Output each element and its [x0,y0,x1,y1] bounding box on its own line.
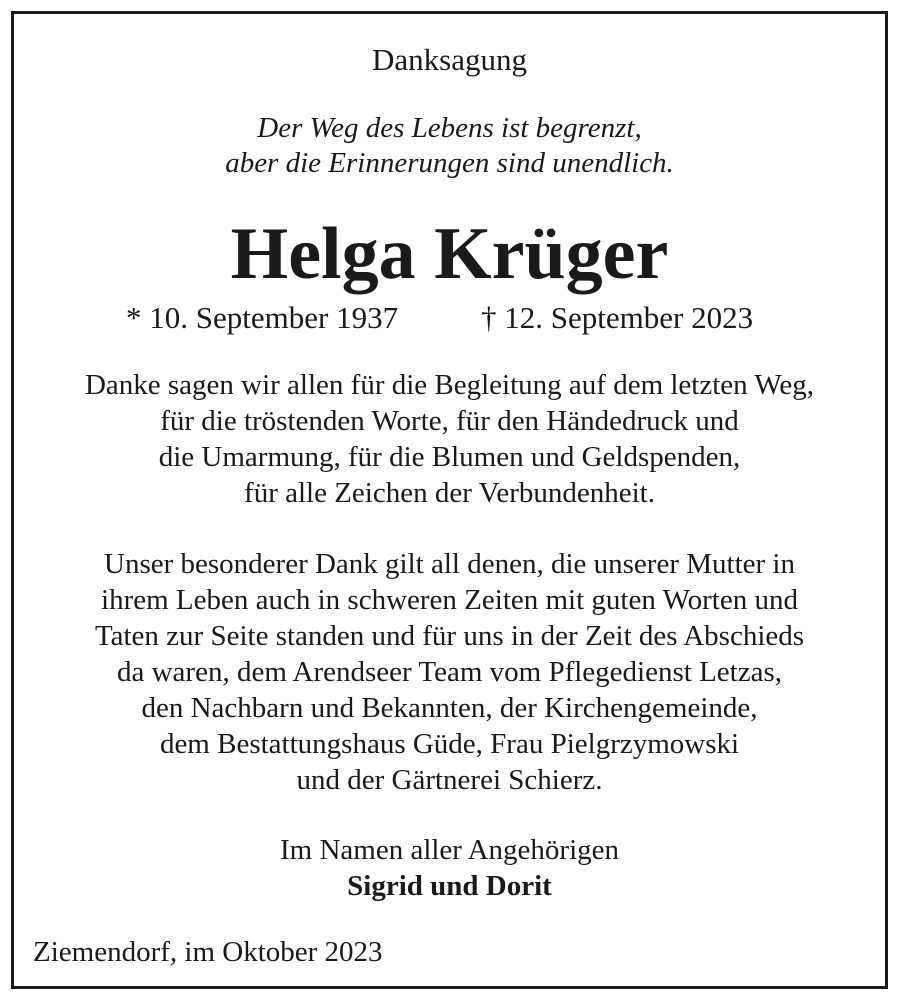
notice-heading: Danksagung [372,42,527,77]
birth-date: * 10. September 1937 [126,300,399,335]
signoff-text: Im Namen aller Angehörigen [279,834,620,866]
obituary-notice [11,11,888,989]
paragraph-line: den Nachbarn und Bekannten, der Kirchengemeinde, [141,692,758,724]
thanks-paragraph-2 [14,546,885,798]
paragraph-line: für alle Zeichen der Verbundenheit. [244,477,655,509]
paragraph-line: für die tröstenden Worte, für den Händedruck und [160,405,739,437]
motto-line-1: Der Weg des Lebens ist begrenzt, [257,112,642,144]
paragraph-line: und der Gärtnerei Schierz. [296,764,603,796]
paragraph-line: Taten zur Seite standen und für uns in der Zeit des Abschieds [94,620,805,652]
paragraph-line: ihrem Leben auch in schweren Zeiten mit guten Worten und [101,584,798,616]
deceased-name: Helga Krüger [230,213,669,295]
paragraph-line: dem Bestattungshaus Güde, Frau Pielgrzymowski [159,728,740,760]
paragraph-line: Unser besonderer Dank gilt all denen, die unserer Mutter in [104,548,795,580]
paragraph-line: die Umarmung, für die Blumen und Geldspenden, [158,441,741,473]
thanks-paragraph-1 [14,367,885,511]
death-date: † 12. September 2023 [481,300,754,335]
paragraph-line: da waren, dem Arendseer Team vom Pflegedienst Letzas, [116,656,782,688]
paragraph-line: Danke sagen wir allen für die Begleitung auf dem letzten Weg, [84,369,815,401]
signers-names: Sigrid und Dorit [347,870,552,902]
place-and-date: Ziemendorf, im Oktober 2023 [33,936,383,968]
motto-line-2: aber die Erinnerungen sind unendlich. [225,147,674,179]
